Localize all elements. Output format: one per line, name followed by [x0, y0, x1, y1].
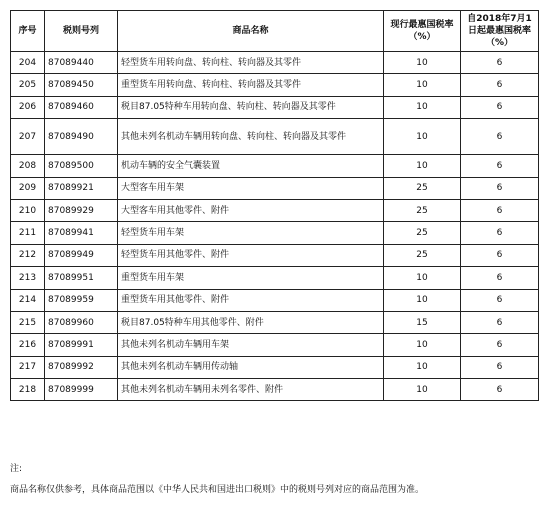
product-name-cell: 轻型货车用转向盘、转向柱、转向器及其零件 [118, 52, 384, 74]
header-current-mfn-rate: 现行最惠国税率（%） [384, 11, 461, 52]
notes-text: 商品名称仅供参考，具体商品范围以《中华人民共和国进出口税则》中的税则号列对应的商品范围为准。 [10, 485, 425, 495]
product-name-cell: 轻型货车用其他零件、附件 [118, 244, 384, 266]
current-mfn-rate-cell: 10 [384, 96, 461, 118]
product-name-cell: 重型货车用转向盘、转向柱、转向器及其零件 [118, 74, 384, 96]
header-product-name: 商品名称 [118, 11, 384, 52]
current-mfn-rate-cell: 10 [384, 356, 461, 378]
serial-number-cell: 207 [11, 119, 45, 155]
table-header-row [11, 11, 539, 52]
tariff-code-cell: 87089490 [45, 119, 118, 155]
current-mfn-rate-cell: 10 [384, 289, 461, 311]
current-mfn-rate-cell: 10 [384, 52, 461, 74]
product-name-cell: 税目87.05特种车用转向盘、转向柱、转向器及其零件 [118, 96, 384, 118]
serial-number-cell: 215 [11, 311, 45, 333]
table-row [11, 199, 539, 221]
header-serial-number: 序号 [11, 11, 45, 52]
new-mfn-rate-cell: 6 [461, 96, 539, 118]
table-row [11, 74, 539, 96]
serial-number-cell: 213 [11, 267, 45, 289]
serial-number-cell: 217 [11, 356, 45, 378]
new-mfn-rate-cell: 6 [461, 289, 539, 311]
current-mfn-rate-cell: 25 [384, 199, 461, 221]
new-mfn-rate-cell: 6 [461, 379, 539, 401]
new-mfn-rate-cell: 6 [461, 119, 539, 155]
tariff-table [10, 10, 539, 401]
new-mfn-rate-cell: 6 [461, 199, 539, 221]
product-name-cell: 其他未列名机动车辆用未列名零件、附件 [118, 379, 384, 401]
product-name-cell: 税目87.05特种车用其他零件、附件 [118, 311, 384, 333]
table-row [11, 356, 539, 378]
table-row [11, 177, 539, 199]
tariff-code-cell: 87089949 [45, 244, 118, 266]
tariff-code-cell: 87089951 [45, 267, 118, 289]
table-row [11, 244, 539, 266]
serial-number-cell: 210 [11, 199, 45, 221]
serial-number-cell: 205 [11, 74, 45, 96]
product-name-cell: 其他未列名机动车辆用传动轴 [118, 356, 384, 378]
serial-number-cell: 218 [11, 379, 45, 401]
product-name-cell: 大型客车用其他零件、附件 [118, 199, 384, 221]
new-mfn-rate-cell: 6 [461, 52, 539, 74]
notes-label: 注: [10, 464, 23, 474]
table-row [11, 289, 539, 311]
new-mfn-rate-cell: 6 [461, 334, 539, 356]
tariff-code-cell: 87089992 [45, 356, 118, 378]
new-mfn-rate-cell: 6 [461, 222, 539, 244]
tariff-code-cell: 87089929 [45, 199, 118, 221]
current-mfn-rate-cell: 10 [384, 119, 461, 155]
tariff-code-cell: 87089959 [45, 289, 118, 311]
header-new-mfn-rate: 自2018年7月1日起最惠国税率（%） [461, 11, 539, 52]
product-name-cell: 机动车辆的安全气囊装置 [118, 155, 384, 177]
current-mfn-rate-cell: 10 [384, 334, 461, 356]
table-row [11, 96, 539, 118]
product-name-cell: 大型客车用车架 [118, 177, 384, 199]
product-name-cell: 轻型货车用车架 [118, 222, 384, 244]
table-body [11, 52, 539, 401]
product-name-cell: 重型货车用车架 [118, 267, 384, 289]
tariff-code-cell: 87089460 [45, 96, 118, 118]
table-row [11, 334, 539, 356]
serial-number-cell: 204 [11, 52, 45, 74]
tariff-code-cell: 87089450 [45, 74, 118, 96]
tariff-code-cell: 87089991 [45, 334, 118, 356]
tariff-code-cell: 87089999 [45, 379, 118, 401]
tariff-code-cell: 87089440 [45, 52, 118, 74]
serial-number-cell: 208 [11, 155, 45, 177]
new-mfn-rate-cell: 6 [461, 267, 539, 289]
table-row [11, 379, 539, 401]
table-row [11, 119, 539, 155]
table-row [11, 222, 539, 244]
serial-number-cell: 214 [11, 289, 45, 311]
serial-number-cell: 212 [11, 244, 45, 266]
notes-section [10, 462, 540, 497]
table-row [11, 267, 539, 289]
product-name-cell: 其他未列名机动车辆用转向盘、转向柱、转向器及其零件 [118, 119, 384, 155]
new-mfn-rate-cell: 6 [461, 356, 539, 378]
tariff-code-cell: 87089921 [45, 177, 118, 199]
new-mfn-rate-cell: 6 [461, 311, 539, 333]
table-row [11, 155, 539, 177]
new-mfn-rate-cell: 6 [461, 155, 539, 177]
table-row [11, 311, 539, 333]
current-mfn-rate-cell: 15 [384, 311, 461, 333]
current-mfn-rate-cell: 25 [384, 177, 461, 199]
header-tariff-code: 税则号列 [45, 11, 118, 52]
current-mfn-rate-cell: 10 [384, 155, 461, 177]
serial-number-cell: 209 [11, 177, 45, 199]
current-mfn-rate-cell: 10 [384, 379, 461, 401]
tariff-code-cell: 87089960 [45, 311, 118, 333]
current-mfn-rate-cell: 25 [384, 222, 461, 244]
table-row [11, 52, 539, 74]
product-name-cell: 其他未列名机动车辆用车架 [118, 334, 384, 356]
current-mfn-rate-cell: 10 [384, 74, 461, 96]
serial-number-cell: 216 [11, 334, 45, 356]
new-mfn-rate-cell: 6 [461, 244, 539, 266]
tariff-code-cell: 87089941 [45, 222, 118, 244]
serial-number-cell: 206 [11, 96, 45, 118]
current-mfn-rate-cell: 10 [384, 267, 461, 289]
product-name-cell: 重型货车用其他零件、附件 [118, 289, 384, 311]
tariff-code-cell: 87089500 [45, 155, 118, 177]
new-mfn-rate-cell: 6 [461, 74, 539, 96]
new-mfn-rate-cell: 6 [461, 177, 539, 199]
serial-number-cell: 211 [11, 222, 45, 244]
current-mfn-rate-cell: 25 [384, 244, 461, 266]
